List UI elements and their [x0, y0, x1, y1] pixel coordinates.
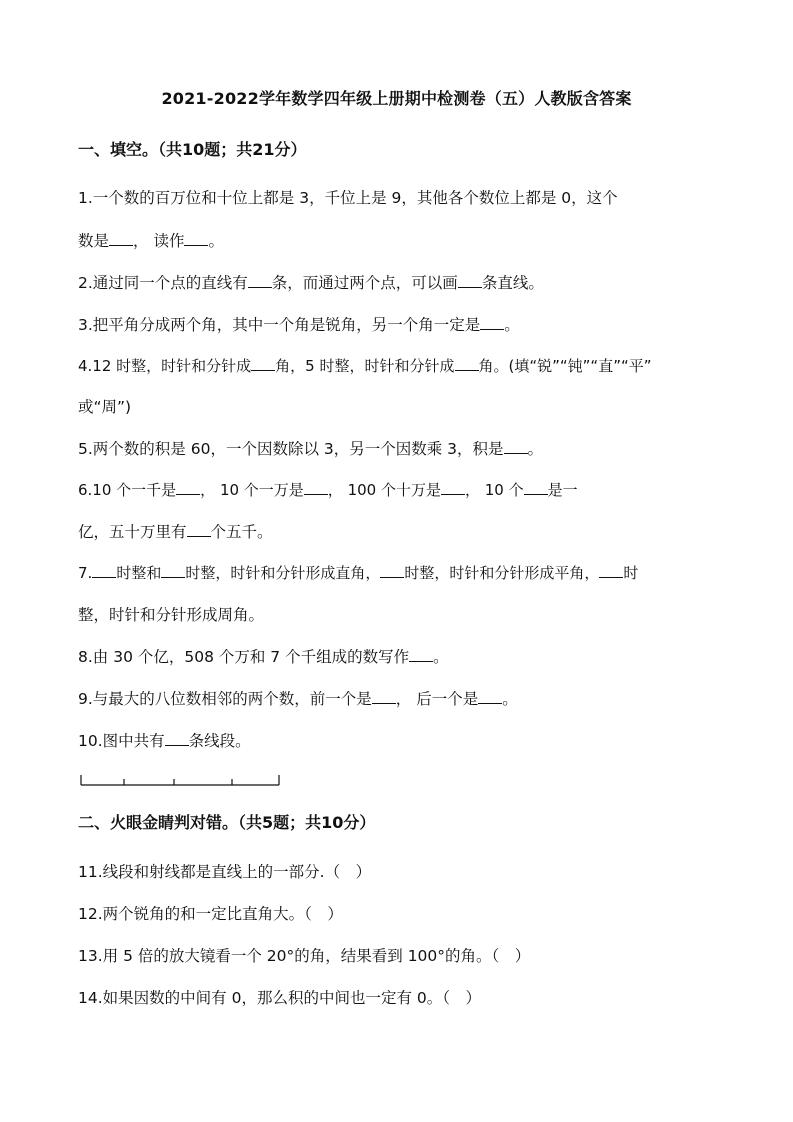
- question-4-line-2: 或“周”): [78, 398, 132, 416]
- q10-text-2: 条线段。: [188, 732, 251, 750]
- answer-blank[interactable]: [304, 480, 328, 495]
- answer-blank[interactable]: [441, 480, 465, 495]
- answer-blank[interactable]: [176, 480, 200, 495]
- question-10: [78, 729, 251, 751]
- question-7-line-2: 整，时针和分针形成周角。: [78, 606, 265, 624]
- q4-text-3: 角。(填“锐”“钝”“直”“平”: [478, 357, 652, 375]
- question-8: [78, 645, 449, 667]
- q10-text-1: 10.图中共有: [78, 732, 165, 750]
- question-4-line-1: [78, 355, 652, 376]
- section-heading-fill-blank: 一、填空。（共10题；共21分）: [78, 140, 307, 159]
- q2-text-2: 条，而通过两个点，可以画: [271, 274, 458, 292]
- q6-text-2: ， 10 个一万是: [200, 481, 304, 499]
- question-7-line-1: [78, 562, 638, 583]
- q7-number: 7.: [78, 564, 93, 582]
- q4-text-2: 角，5 时整，时针和分针成: [275, 357, 455, 375]
- question-12: 12.两个锐角的和一定比直角大。（ ）: [78, 905, 343, 923]
- q6-text-1: 6.10 个一千是: [78, 481, 177, 499]
- page-title: 2021-2022学年数学四年级上册期中检测卷（五）人教版含答案: [161, 89, 632, 108]
- question-9: [78, 687, 518, 709]
- answer-blank[interactable]: [372, 689, 396, 704]
- answer-blank[interactable]: [380, 563, 404, 578]
- q7-text-1: 时整和: [116, 564, 162, 582]
- answer-blank[interactable]: [455, 356, 479, 371]
- q8-text-2: 。: [433, 648, 449, 666]
- q7-text-3: 时整，时针和分针形成平角，: [404, 564, 600, 582]
- q3-text-2: 。: [504, 316, 520, 334]
- q6-text-7: 个五千。: [210, 523, 273, 541]
- answer-blank[interactable]: [184, 231, 208, 246]
- q9-text-3: 。: [502, 690, 518, 708]
- q5-text-1: 5.两个数的积是 60，一个因数除以 3，另一个因数乘 3，积是: [78, 440, 504, 458]
- question-1-line-1: 1.一个数的百万位和十位上都是 3，千位上是 9，其他各个数位上都是 0，这个: [78, 189, 618, 207]
- q1-text-2: ， 读作: [133, 232, 185, 250]
- question-1-line-2: [78, 229, 224, 251]
- q2-text-3: 条直线。: [481, 274, 544, 292]
- q6-text-3: ， 100 个十万是: [327, 481, 441, 499]
- question-6-line-1: [78, 479, 578, 500]
- answer-blank[interactable]: [524, 480, 548, 495]
- answer-blank[interactable]: [504, 439, 528, 454]
- answer-blank[interactable]: [187, 522, 211, 537]
- question-5: [78, 437, 543, 459]
- answer-blank[interactable]: [480, 315, 504, 330]
- question-11: 11.线段和射线都是直线上的一部分.（ ）: [78, 863, 372, 881]
- q9-text-1: 9.与最大的八位数相邻的两个数，前一个是: [78, 690, 372, 708]
- answer-blank[interactable]: [248, 273, 272, 288]
- q9-text-2: ， 后一个是: [395, 690, 479, 708]
- answer-blank[interactable]: [458, 273, 482, 288]
- q6-text-5: 是一: [547, 481, 578, 499]
- line-segment-figure: [80, 772, 285, 788]
- answer-blank[interactable]: [109, 231, 133, 246]
- answer-blank[interactable]: [599, 563, 623, 578]
- question-6-line-2: [78, 520, 273, 542]
- q1-text-1: 数是: [78, 232, 110, 250]
- q8-text-1: 8.由 30 个亿，508 个万和 7 个千组成的数写作: [78, 648, 410, 666]
- section-heading-true-false: 二、火眼金睛判对错。（共5题；共10分）: [78, 813, 376, 832]
- q6-text-6: 亿，五十万里有: [78, 523, 187, 541]
- q6-text-4: ， 10 个: [464, 481, 524, 499]
- q1-text-3: 。: [208, 232, 224, 250]
- answer-blank[interactable]: [478, 689, 502, 704]
- q3-text-1: 3.把平角分成两个角，其中一个角是锐角，另一个角一定是: [78, 316, 481, 334]
- answer-blank[interactable]: [409, 647, 433, 662]
- q7-text-2: 时整，时针和分针形成直角，: [185, 564, 381, 582]
- question-14: 14.如果因数的中间有 0，那么积的中间也一定有 0。（ ）: [78, 989, 481, 1007]
- answer-blank[interactable]: [251, 356, 275, 371]
- q5-text-2: 。: [527, 440, 544, 458]
- q4-text-1: 4.12 时整，时针和分针成: [78, 357, 252, 375]
- question-3: [78, 313, 520, 335]
- answer-blank[interactable]: [92, 563, 116, 578]
- question-13: 13.用 5 倍的放大镜看一个 20°的角，结果看到 100°的角。（ ）: [78, 947, 531, 965]
- answer-blank[interactable]: [161, 563, 185, 578]
- q7-text-4: 时: [623, 564, 639, 582]
- answer-blank[interactable]: [165, 731, 189, 746]
- q2-text-1: 2.通过同一个点的直线有: [78, 274, 248, 292]
- question-2: [78, 271, 544, 293]
